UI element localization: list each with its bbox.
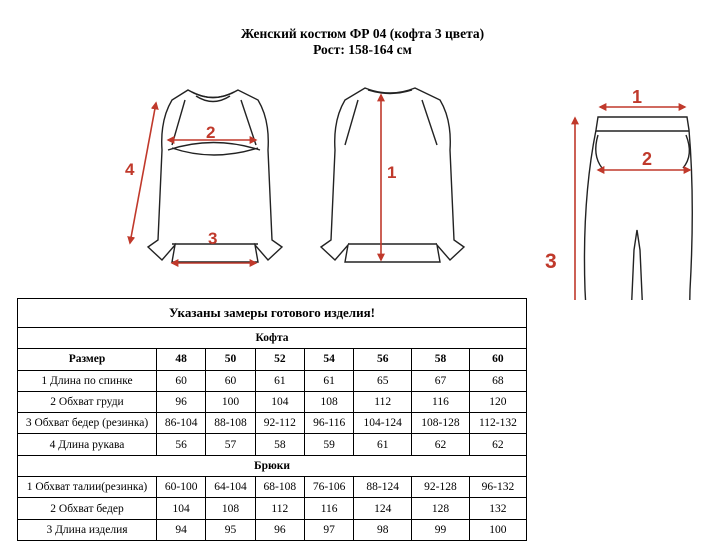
table-cell: 62	[412, 434, 470, 455]
table-cell: 97	[304, 519, 353, 540]
row-label: 2 Обхват бедер	[18, 498, 157, 519]
table-cell: 92-112	[255, 413, 304, 434]
size-header-cell: 58	[412, 349, 470, 370]
table-row	[18, 477, 527, 498]
table-cell: 132	[469, 498, 526, 519]
size-header-cell: 50	[206, 349, 255, 370]
table-cell: 128	[412, 498, 470, 519]
table-row	[18, 519, 527, 540]
table-cell: 96	[157, 391, 206, 412]
table-cell: 120	[469, 391, 526, 412]
product-title: Женский костюм ФР 04 (кофта 3 цвета)	[240, 26, 485, 41]
pants-measure-2: 2	[642, 149, 653, 169]
table-cell: 61	[354, 434, 412, 455]
pants-measure-1: 1	[632, 87, 643, 107]
table-row	[18, 434, 527, 455]
table-cell: 57	[206, 434, 255, 455]
table-cell: 95	[206, 519, 255, 540]
table-cell: 68-108	[255, 477, 304, 498]
front-measure-3: 3	[208, 229, 218, 248]
front-measure-4: 4	[125, 160, 135, 179]
front-measure-2: 2	[206, 123, 216, 142]
table-cell: 112	[354, 391, 412, 412]
table-cell: 99	[412, 519, 470, 540]
table-cell: 76-106	[304, 477, 353, 498]
table-cell: 116	[412, 391, 470, 412]
table-cell: 108	[304, 391, 353, 412]
table-cell: 88-108	[206, 413, 255, 434]
row-label: 1 Длина по спинке	[18, 370, 157, 391]
table-cell: 116	[304, 498, 353, 519]
pants-measure-3: 3	[545, 250, 557, 273]
table-cell: 112-132	[469, 413, 526, 434]
row-label: 3 Обхват бедер (резинка)	[18, 413, 157, 434]
row-label: 4 Длина рукава	[18, 434, 157, 455]
size-header-label: Размер	[18, 349, 157, 370]
table-row	[18, 391, 527, 412]
table-cell: 108-128	[412, 413, 470, 434]
section-top-title: Кофта	[18, 328, 527, 349]
table-cell: 60-100	[157, 477, 206, 498]
table-cell: 124	[354, 498, 412, 519]
table-row	[18, 370, 527, 391]
table-cell: 104-124	[354, 413, 412, 434]
table-cell: 96	[255, 519, 304, 540]
table-cell: 112	[255, 498, 304, 519]
table-cell: 64-104	[206, 477, 255, 498]
table-cell: 58	[255, 434, 304, 455]
pants-diagram	[584, 117, 692, 300]
table-cell: 100	[206, 391, 255, 412]
table-cell: 68	[469, 370, 526, 391]
table-cell: 60	[206, 370, 255, 391]
table-cell: 86-104	[157, 413, 206, 434]
table-cell: 96-132	[469, 477, 526, 498]
table-cell: 88-124	[354, 477, 412, 498]
table-cell: 100	[469, 519, 526, 540]
size-header-cell: 60	[469, 349, 526, 370]
table-cell: 56	[157, 434, 206, 455]
row-label: 3 Длина изделия	[18, 519, 157, 540]
sweatshirt-front-measures	[130, 103, 256, 263]
table-cell: 94	[157, 519, 206, 540]
table-cell: 62	[469, 434, 526, 455]
table-cell: 65	[354, 370, 412, 391]
table-cell: 61	[255, 370, 304, 391]
table-cell: 108	[206, 498, 255, 519]
row-label: 1 Обхват талии(резинка)	[18, 477, 157, 498]
table-cell: 92-128	[412, 477, 470, 498]
back-measure-1: 1	[387, 163, 397, 182]
table-row	[18, 413, 527, 434]
size-header-cell: 48	[157, 349, 206, 370]
table-row	[18, 498, 527, 519]
table-cell: 67	[412, 370, 470, 391]
table-cell: 96-116	[304, 413, 353, 434]
section-pants-title: Брюки	[18, 455, 527, 476]
table-cell: 60	[157, 370, 206, 391]
size-header-cell: 56	[354, 349, 412, 370]
table-cell: 104	[157, 498, 206, 519]
size-chart-table	[17, 298, 527, 541]
table-cell: 104	[255, 391, 304, 412]
table-cell: 98	[354, 519, 412, 540]
size-header-cell: 52	[255, 349, 304, 370]
table-cell: 61	[304, 370, 353, 391]
table-cell: 59	[304, 434, 353, 455]
size-header-cell: 54	[304, 349, 353, 370]
height-subtitle: Рост: 158-164 см	[313, 42, 412, 57]
row-label: 2 Обхват груди	[18, 391, 157, 412]
table-caption: Указаны замеры готового изделия!	[18, 299, 527, 328]
